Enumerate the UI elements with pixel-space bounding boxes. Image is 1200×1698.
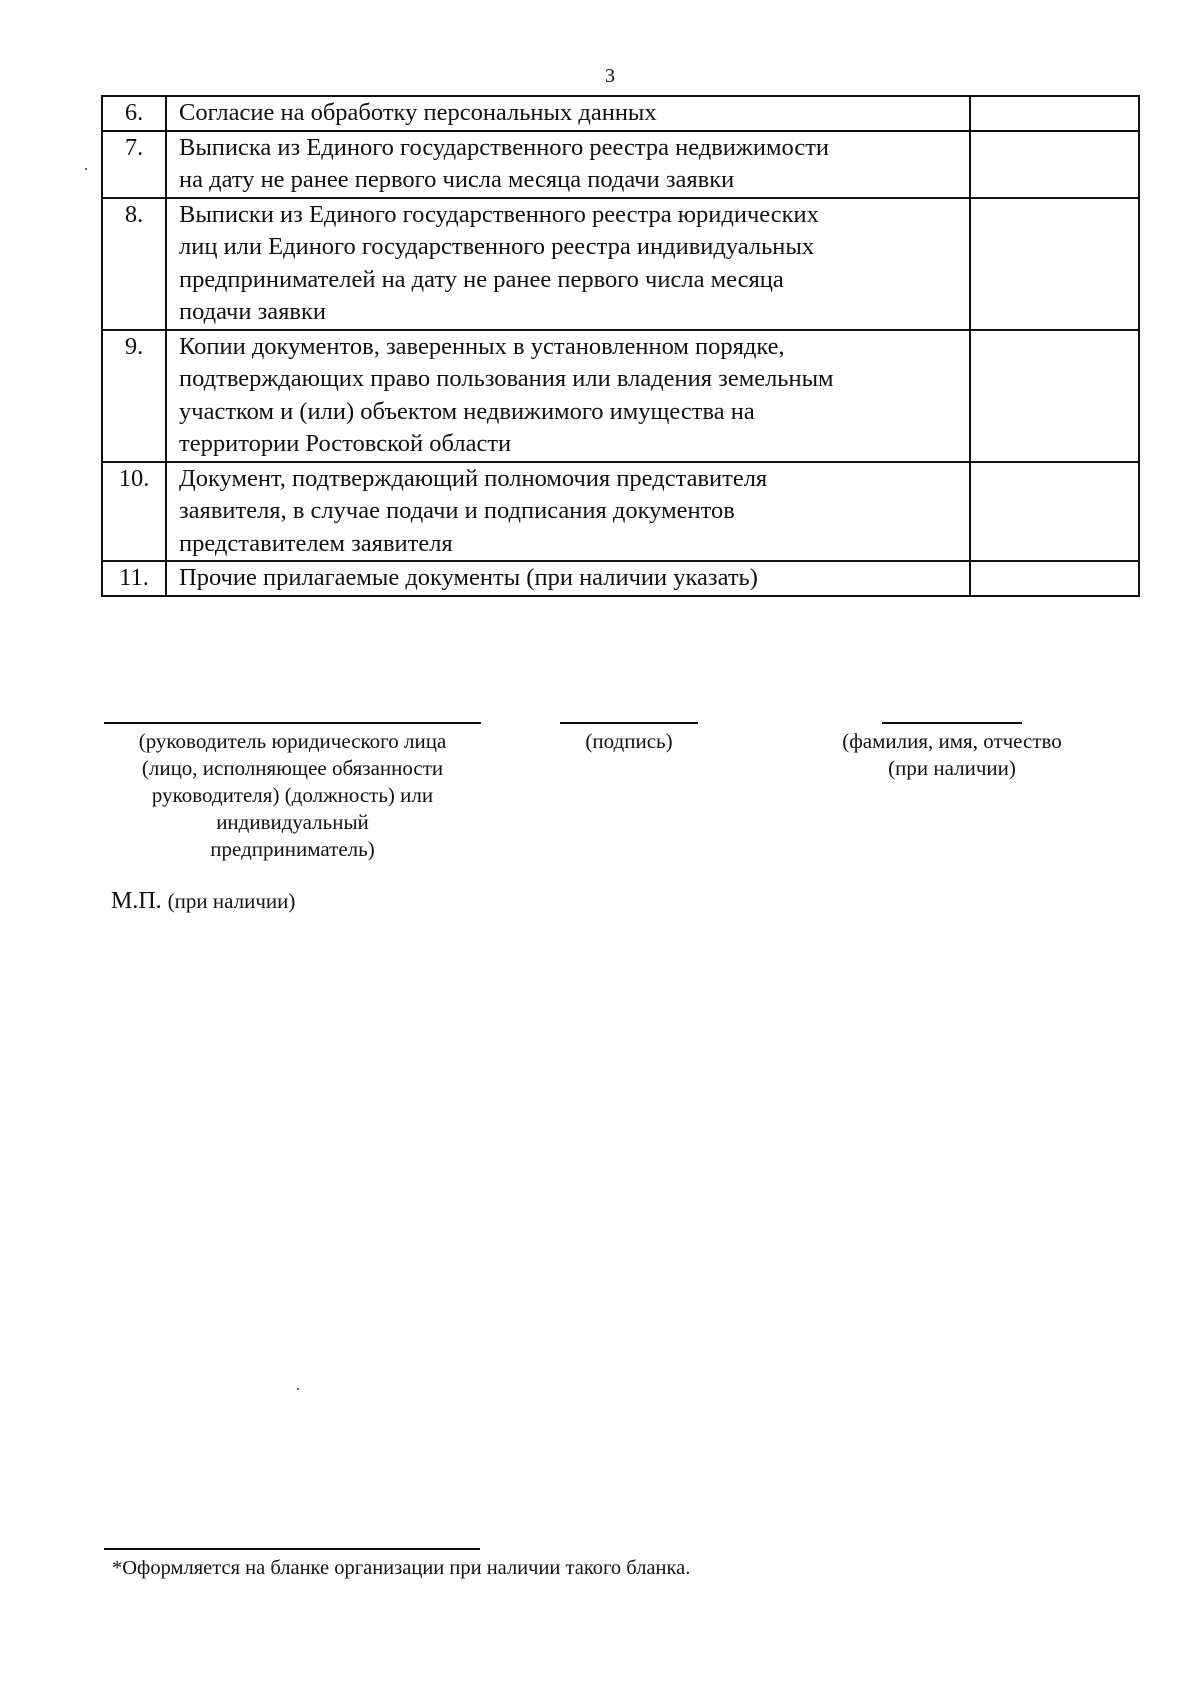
footnote-separator <box>104 1548 480 1550</box>
description-line: подтверждающих право пользования или владения земельным <box>179 365 834 392</box>
description-line: заявителя, в случае подачи и подписания документов <box>179 497 735 524</box>
document-description <box>166 96 970 131</box>
description-line: Согласие на обработку персональных данных <box>179 99 657 126</box>
row-number: 11. <box>102 561 166 596</box>
description-line: Документ, подтверждающий полномочия представителя <box>179 464 768 492</box>
attachment-mark-cell <box>970 198 1139 330</box>
table-row <box>102 561 1139 596</box>
description-line: лиц или Единого государственного реестра индивидуальных <box>179 233 815 260</box>
row-number: 8. <box>102 198 166 330</box>
signature-line <box>560 722 698 724</box>
scan-speck <box>297 1388 299 1390</box>
description-line: Выписка из Единого государственного реестра недвижимости <box>179 133 830 161</box>
description-line: Выписки из Единого государственного реестра юридических <box>179 200 819 228</box>
description-line: на дату не ранее первого числа месяца подачи заявки <box>179 166 735 193</box>
description-line: предпринимателей на дату не ранее первого числа месяца <box>179 265 784 293</box>
stamp-note: (при наличии) <box>167 889 296 913</box>
attachment-mark-cell <box>970 330 1139 462</box>
document-description <box>166 462 970 562</box>
page-number: 3 <box>605 65 615 87</box>
row-number: 9. <box>102 330 166 462</box>
attachment-mark-cell <box>970 131 1139 198</box>
table-row <box>102 330 1139 462</box>
attachment-mark-cell <box>970 561 1139 596</box>
row-number: 10. <box>102 462 166 562</box>
signature-caption: (подпись) <box>585 729 673 753</box>
documents-table-body <box>102 96 1139 596</box>
document-description <box>166 330 970 462</box>
document-description <box>166 131 970 198</box>
attachment-mark-cell <box>970 96 1139 131</box>
description-line: территории Ростовской области <box>179 430 512 457</box>
name-caption: (фамилия, имя, отчество (при наличии) <box>842 729 1062 780</box>
table-row <box>102 96 1139 131</box>
row-number: 6. <box>102 96 166 131</box>
table-row <box>102 131 1139 198</box>
footnote: *Оформляется на бланке организации при наличии такого бланка. <box>112 1557 691 1579</box>
stamp-mark: М.П. <box>111 888 162 914</box>
description-line: участком и (или) объектом недвижимого имущества на <box>179 397 755 425</box>
table-row <box>102 462 1139 562</box>
description-line: Копии документов, заверенных в установленном порядке, <box>179 332 785 360</box>
document-description <box>166 561 970 596</box>
table-row <box>102 198 1139 330</box>
description-line: Прочие прилагаемые документы (при наличии указать) <box>179 564 758 591</box>
stamp-label <box>111 887 295 915</box>
name-signature-line <box>882 722 1022 724</box>
document-description <box>166 198 970 330</box>
description-line: подачи заявки <box>179 298 326 325</box>
row-number: 7. <box>102 131 166 198</box>
scan-speck <box>85 168 87 170</box>
head-signature-line <box>104 722 481 724</box>
documents-table <box>101 95 1140 597</box>
attachment-mark-cell <box>970 462 1139 562</box>
description-line: представителем заявителя <box>179 529 453 557</box>
head-caption: (руководитель юридического лица (лицо, исполняющее обязанности руководителя) (должность) или индивидуальный предприниматель) <box>138 729 447 861</box>
